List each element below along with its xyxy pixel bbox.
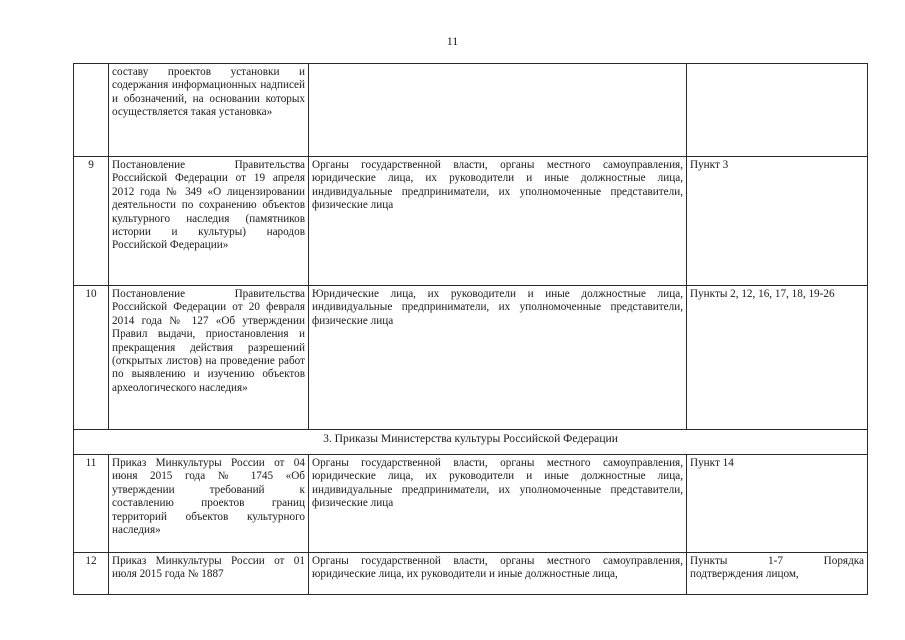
document-title: Постановление Правительства Российской Федерации от 19 апреля 2012 года № 349 «О лицензировании деятельности по сохранению объектов культурного наследия (памятников истории и культуры) народов Российской Федерации» — [109, 157, 309, 286]
row-number: 12 — [74, 553, 109, 595]
table-row — [74, 286, 868, 430]
document-title: Постановление Правительства Российской Федерации от 20 февраля 2014 года № 127 «Об утверждении Правил выдачи, приостановления и прекращения действия разрешений (открытых листов) на проведение работ по выявлению и изучению объектов археологического наследия» — [109, 286, 309, 430]
subjects-cell: Органы государственной власти, органы местного самоуправления, юридические лица, их руководители и иные должностные лица, индивидуальные предприниматели, их уполномоченные представители, физические лица — [309, 455, 687, 553]
row-number: 11 — [74, 455, 109, 553]
section-header-row — [74, 430, 868, 455]
document-title: Приказ Минкультуры России от 01 июля 2015 года № 1887 — [109, 553, 309, 595]
requirements-cell: Пункты 2, 12, 16, 17, 18, 19-26 — [687, 286, 868, 430]
requirements-cell: Пункты 1-7 Порядка подтверждения лицом, — [687, 553, 868, 595]
table-row — [74, 455, 868, 553]
table-row — [74, 157, 868, 286]
row-number: 10 — [74, 286, 109, 430]
subjects-cell: Органы государственной власти, органы местного самоуправления, юридические лица, их руководители и иные должностные лица, — [309, 553, 687, 595]
row-number — [74, 64, 109, 157]
requirements-cell — [687, 64, 868, 157]
table-row — [74, 64, 868, 157]
table-row — [74, 553, 868, 595]
section-title: 3. Приказы Министерства культуры Российской Федерации — [74, 430, 868, 455]
document-title: Приказ Минкультуры России от 04 июня 2015 года № 1745 «Об утверждении требований к составлению проектов границ территорий объектов культурного наследия» — [109, 455, 309, 553]
subjects-cell: Органы государственной власти, органы местного самоуправления, юридические лица, их руководители и иные должностные лица, индивидуальные предприниматели, их уполномоченные представители, физические лица — [309, 157, 687, 286]
subjects-cell — [309, 64, 687, 157]
document-title: составу проектов установки и содержания информационных надписей и обозначений, на основании которых осуществляется такая установка» — [109, 64, 309, 157]
requirements-cell: Пункт 14 — [687, 455, 868, 553]
row-number: 9 — [74, 157, 109, 286]
requirements-cell: Пункт 3 — [687, 157, 868, 286]
requirements-table — [73, 63, 868, 595]
subjects-cell: Юридические лица, их руководители и иные должностные лица, индивидуальные предприниматели, их уполномоченные представители, физические лица — [309, 286, 687, 430]
page-number: 11 — [446, 34, 459, 48]
